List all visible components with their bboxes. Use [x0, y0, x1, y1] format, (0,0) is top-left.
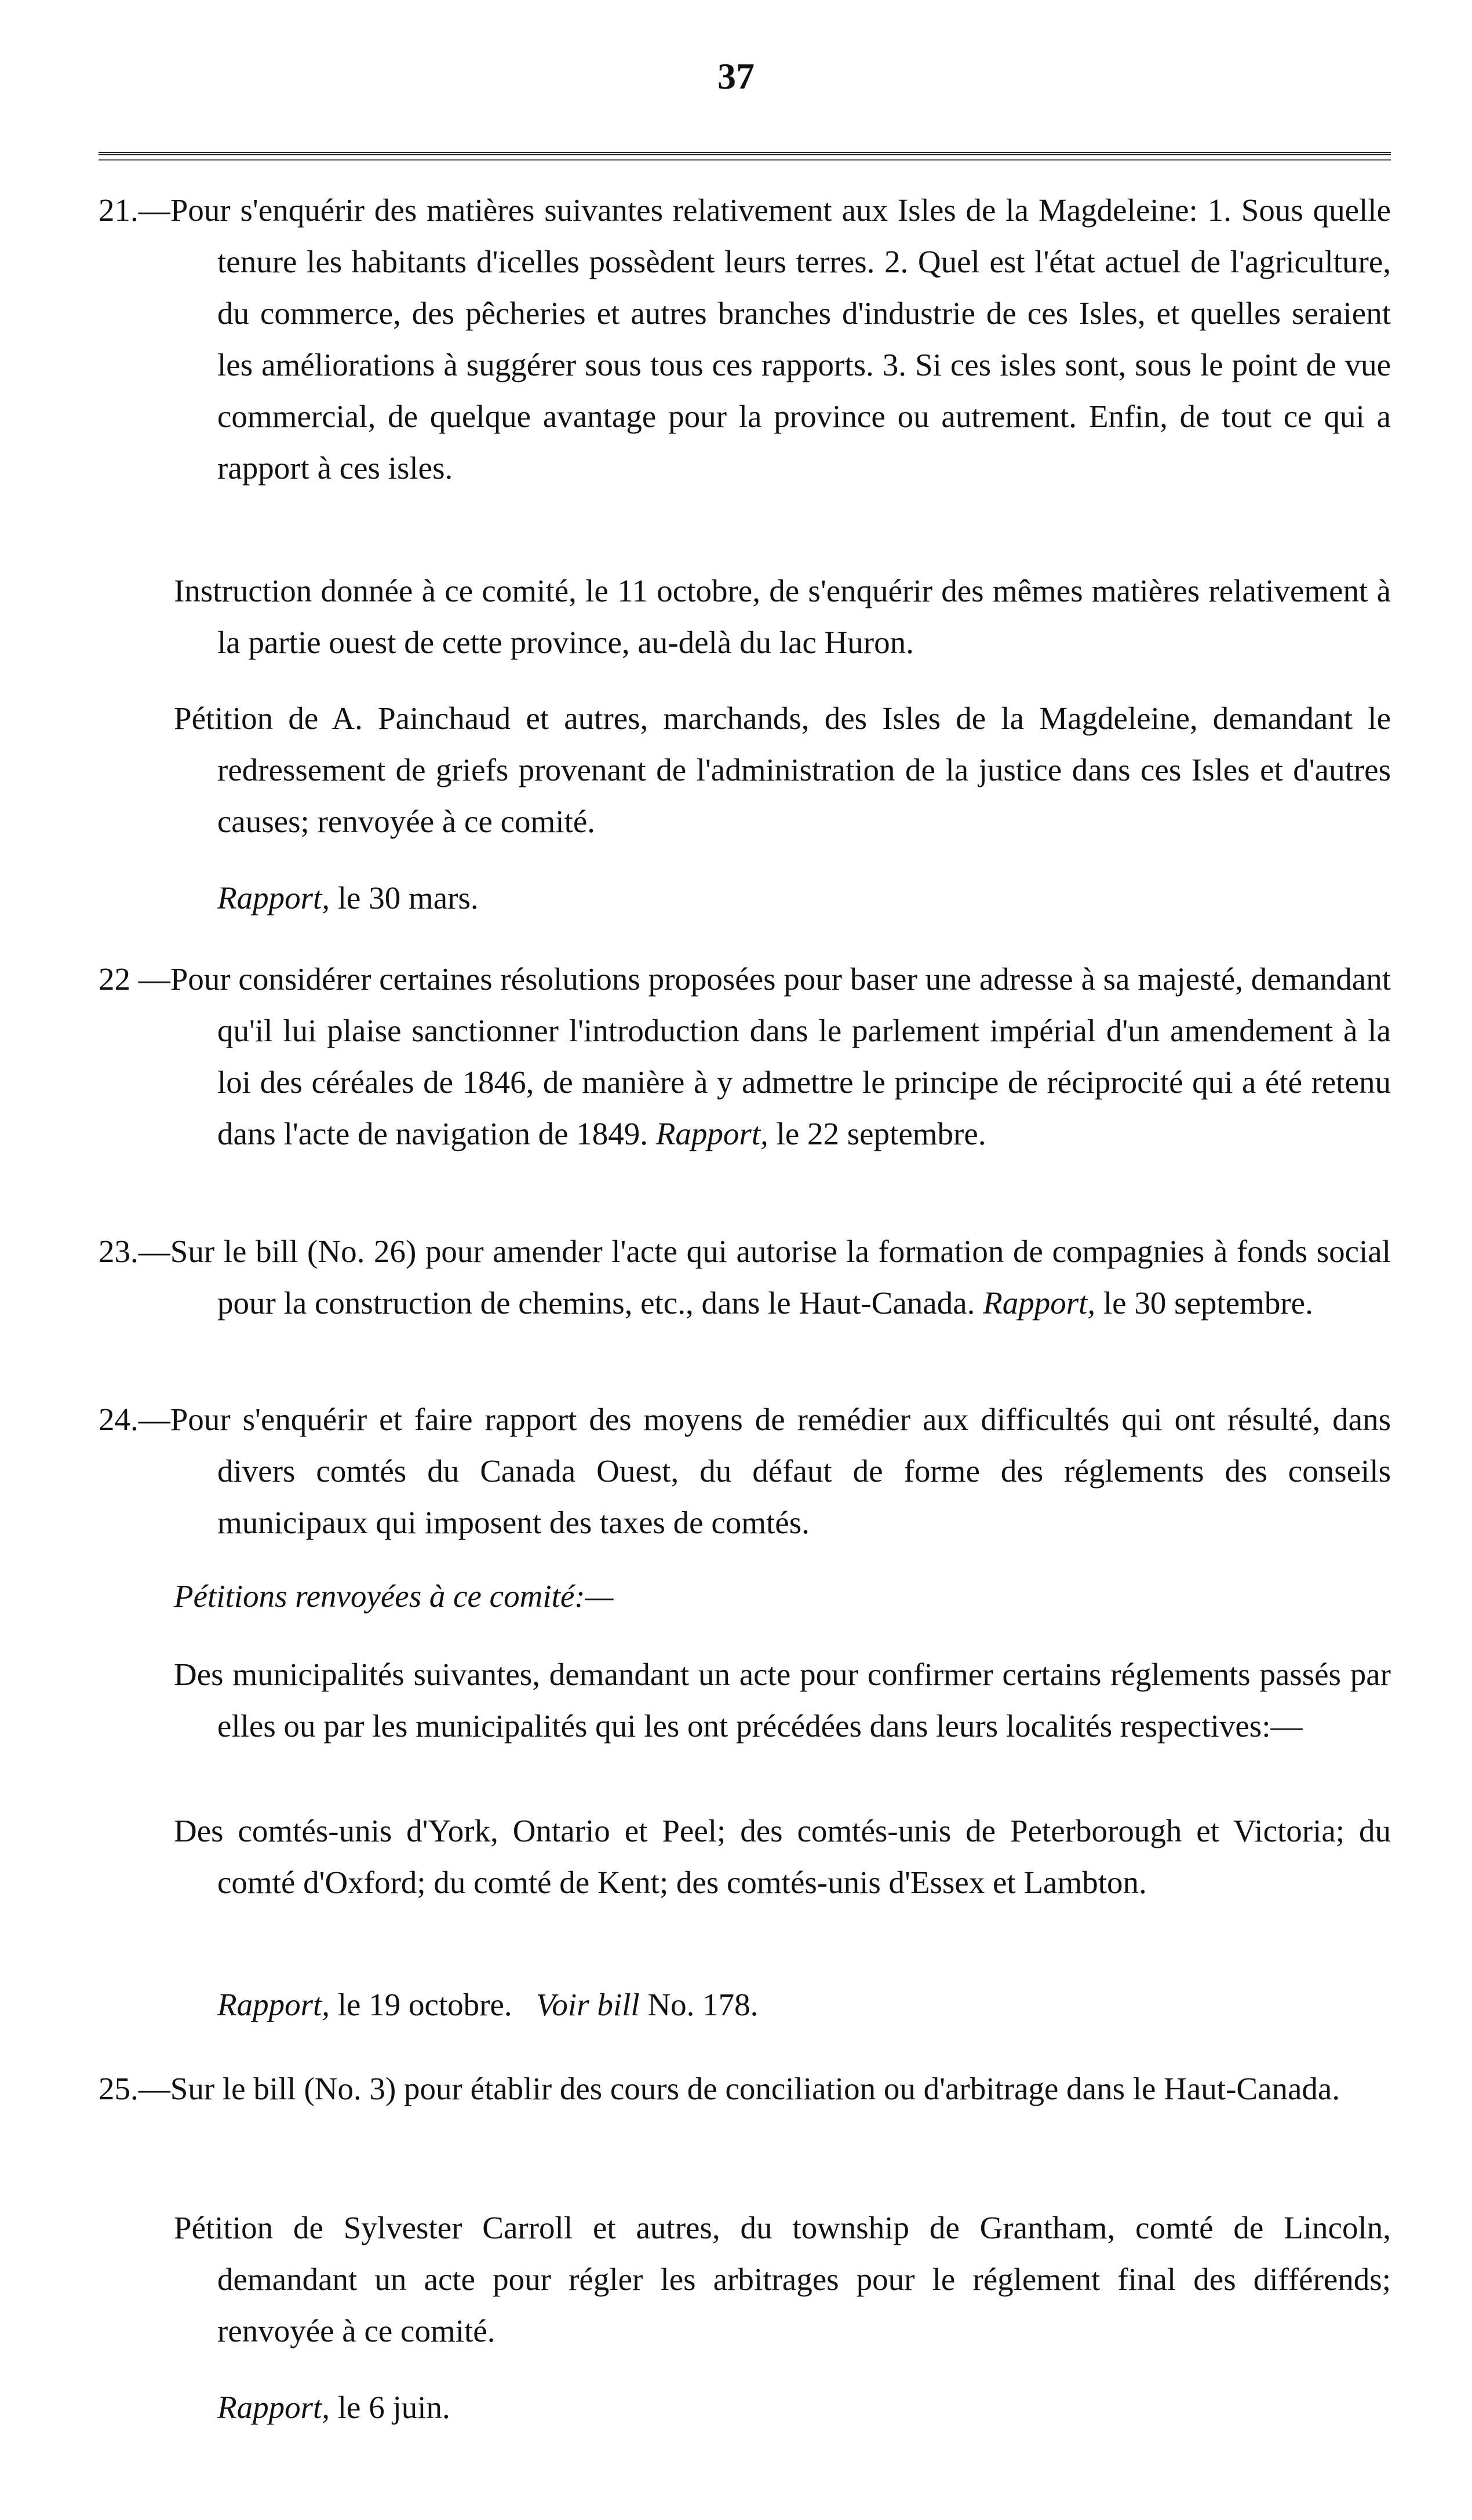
- page-number: 37: [717, 56, 755, 97]
- report-label: Rapport,: [217, 2390, 330, 2425]
- report-label: Rapport,: [655, 1116, 768, 1151]
- entry-number: 24.: [99, 1402, 139, 1437]
- petitions-list-24: Des comtés-unis d'York, Ontario et Peel; des comtés-unis de Peterborough et Victoria; du comté d'Oxford; du comté de Kent; des comtés-unis d'Essex et Lambton.: [174, 1813, 1391, 1900]
- petitions-heading-24: [174, 1570, 1333, 1622]
- entry-25: [99, 2063, 1391, 2114]
- petition-25: Pétition de Sylvester Carroll et autres, du township de Grantham, comté de Lincoln, demandant un acte pour régler les arbitrages pour le réglement final des différends; renvoyée à ce comité.: [174, 2210, 1391, 2348]
- entry-number: 23.: [99, 1234, 139, 1269]
- report-label: Rapport,: [983, 1285, 1096, 1321]
- entry-text: —Sur le bill (No. 26) pour amender l'acte qui autorise la formation de compagnies à fonds social pour la construction de chemins, etc., dans le Haut-Canada.: [138, 1234, 1391, 1321]
- report-date: le 19 octobre.: [337, 1987, 512, 2022]
- instruction-21: Instruction donnée à ce comité, le 11 octobre, de s'enquérir des mêmes matières relativement à la partie ouest de cette province, au-delà du lac Huron.: [174, 573, 1391, 660]
- report-date: le 22 septembre.: [776, 1116, 986, 1151]
- entry-23: [99, 1226, 1391, 1329]
- entry-21: [99, 184, 1391, 494]
- report-date: le 30 septembre.: [1103, 1285, 1313, 1321]
- petition-21: Pétition de A. Painchaud et autres, marchands, des Isles de la Magdeleine, demandant le redressement de griefs provenant de l'administration de la justice dans ces Isles et d'autres causes; renvoyée à ce comité.: [174, 701, 1391, 839]
- report-label: Rapport,: [217, 880, 330, 916]
- entry-number: 21.: [99, 192, 139, 228]
- report-date: le 30 mars.: [337, 880, 479, 916]
- report-label: Rapport,: [217, 1987, 330, 2022]
- entry-number: 25.: [99, 2071, 139, 2106]
- header-rule: [99, 152, 1391, 155]
- voir-ref: No. 178.: [647, 1987, 759, 2022]
- report-date: le 6 juin.: [337, 2390, 450, 2425]
- entry-24: [99, 1394, 1391, 1548]
- entry-text: —Pour s'enquérir des matières suivantes relativement aux Isles de la Magdeleine: 1. Sous quelle tenure les habitants d'icelles possèdent leurs terres. 2. Quel est l'état actuel de l'agriculture, du commerce, des pêcheries et autres branches d'industrie de ces Isles, et quelles seraient les améliorations à suggérer sous tous ces rapports. 3. Si ces isles sont, sous le point de vue commercial, de quelque avantage pour la province ou autrement. Enfin, de tout ce qui a rapport à ces isles.: [138, 192, 1391, 486]
- header-rule-thin: [99, 159, 1391, 161]
- petitions-heading: Pétitions renvoyées à ce comité:—: [174, 1578, 614, 1614]
- entry-text: —Pour considérer certaines résolutions proposées pour baser une adresse à sa majesté, demandant qu'il lui plaise sanctionner l'introduction dans le parlement impérial d'un amendement à la loi des céréales de 1846, de manière à y admettre le principe de réciprocité qui a été retenu dans l'acte de navigation de 1849.: [138, 961, 1391, 1151]
- voir-label: Voir bill: [535, 1987, 640, 2022]
- entry-text: —Pour s'enquérir et faire rapport des moyens de remédier aux difficultés qui ont résulté, dans divers comtés du Canada Ouest, du défaut de forme des réglements des conseils municipaux qui imposent des taxes de comtés.: [138, 1402, 1391, 1540]
- report-24: [217, 1979, 1376, 2030]
- report-21: [217, 872, 1376, 924]
- petitions-intro-24: Des municipalités suivantes, demandant un acte pour confirmer certains réglements passés par elles ou par les municipalités qui les ont précédées dans leurs localités respectives:—: [174, 1657, 1391, 1744]
- entry-number: 22: [99, 961, 130, 997]
- entry-22: [99, 953, 1391, 1159]
- entry-text: —Sur le bill (No. 3) pour établir des cours de conciliation ou d'arbitrage dans le Haut-Canada.: [138, 2071, 1340, 2106]
- report-25: [217, 2382, 1376, 2433]
